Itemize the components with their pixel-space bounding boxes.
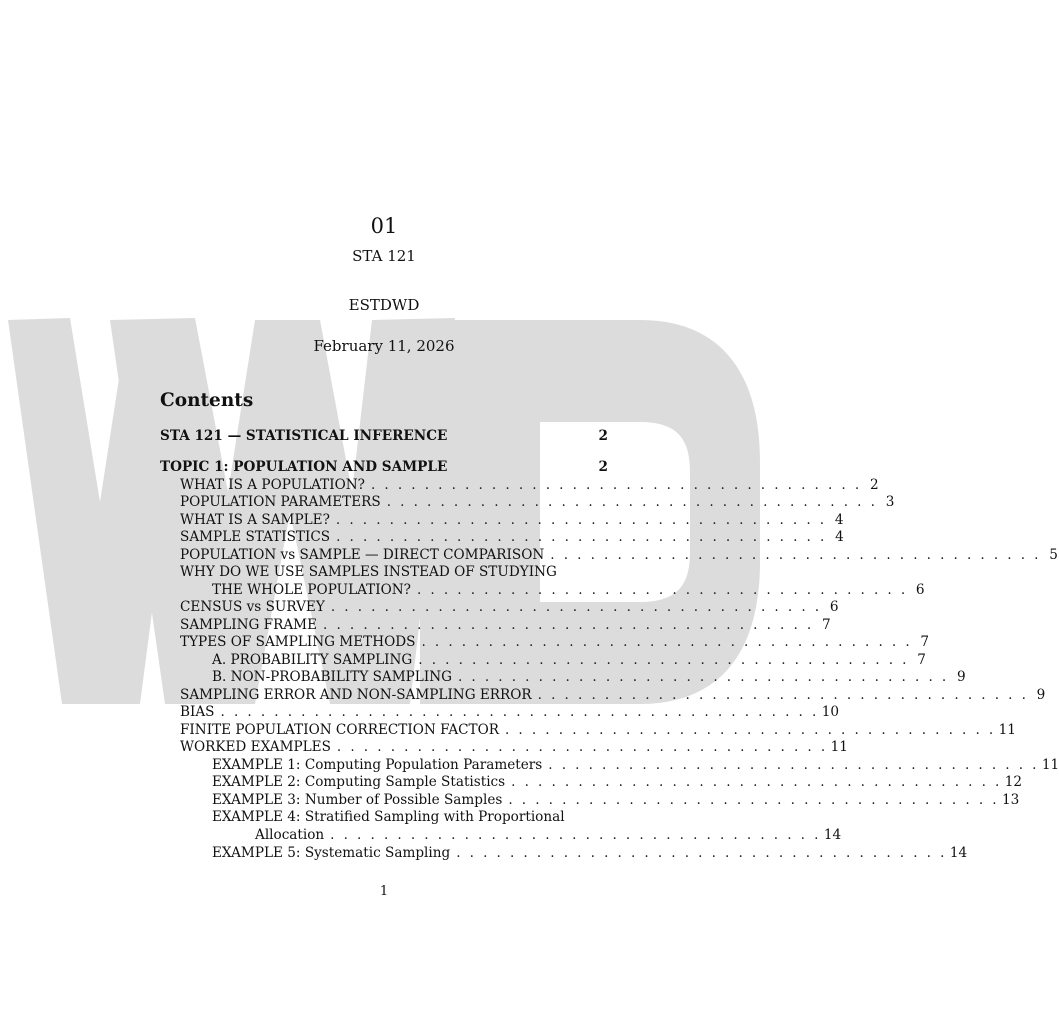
toc-entry-label: FINITE POPULATION CORRECTION FACTOR: [180, 722, 499, 738]
toc-entry-label[interactable]: EXAMPLE 4: Stratified Sampling with Proportional: [212, 809, 565, 825]
toc-entry-page: 13: [1001, 792, 1020, 808]
toc-leader-dots: . . . . . . . . . . . . . . . . . . . . . . . . . . . . . . . . . . . . .: [508, 792, 999, 808]
toc-entry-page: 3: [885, 494, 895, 510]
toc-entry-page: 4: [835, 529, 844, 545]
toc-leader-dots: . . . . . . . . . . . . . . . . . . . . . . . . . . . . . . . . . . . . .: [550, 547, 1041, 563]
toc-entry[interactable]: [180, 634, 930, 652]
toc-entry-page: 7: [917, 652, 926, 668]
toc-leader-dots: . . . . . . . . . . . . . . . . . . . . . . . . . . . . . . . . . . . . .: [336, 529, 827, 545]
toc-entry-label: SAMPLING FRAME: [180, 617, 317, 633]
author: ESTDWD: [348, 296, 420, 314]
toc-entry-subsection[interactable]: [212, 774, 1023, 792]
toc-entry-subsection[interactable]: [255, 827, 842, 845]
toc-entry-label: EXAMPLE 1: Computing Population Parameters: [212, 757, 543, 773]
course-code: STA 121: [352, 247, 416, 265]
toc-entry-label[interactable]: WHY DO WE USE SAMPLES INSTEAD OF STUDYING: [180, 564, 557, 580]
toc-leader-dots: . . . . . . . . . . . . . . . . . . . . . . . . . . . . . . . . . . . . .: [548, 757, 1039, 773]
toc-entry-page: 9: [1036, 687, 1046, 703]
toc-entry-topic[interactable]: [160, 459, 608, 477]
toc-entry-part[interactable]: [160, 428, 608, 446]
toc-leader-dots: . . . . . . . . . . . . . . . . . . . . . . . . . . . . . . . . . . . . .: [330, 599, 822, 615]
toc-entry-label: POPULATION PARAMETERS: [180, 494, 381, 510]
toc-leader-dots: . . . . . . . . . . . . . . . . . . . . . . . . . . . . . . . . . . . . .: [418, 652, 909, 668]
toc-entry-page: 2: [598, 428, 608, 444]
toc-entry-page: 10: [821, 704, 839, 720]
toc-leader-dots: . . . . . . . . . . . . . . . . . . . . . . . . . . . . . . . . . . . . .: [335, 512, 827, 528]
toc-entry-label: SAMPLE STATISTICS: [180, 529, 331, 545]
toc-entry-page: 11: [998, 722, 1016, 738]
toc-entry-label: EXAMPLE 3: Number of Possible Samples: [212, 792, 503, 808]
toc-entry-page: 11: [830, 739, 848, 755]
toc-entry[interactable]: [180, 687, 1046, 705]
toc-entry-page: 7: [920, 634, 930, 650]
toc-entry-page: 6: [829, 599, 839, 615]
toc-entry-subsection[interactable]: [212, 792, 1020, 810]
toc-entry[interactable]: [180, 529, 844, 547]
toc-entry-page: 12: [1004, 774, 1023, 790]
toc-entry-label: B. NON-PROBABILITY SAMPLING: [212, 669, 452, 685]
toc-leader-dots: . . . . . . . . . . . . . . . . . . . . . . . . . . . . . . . . . . . . . . . . . . . . .: [220, 704, 819, 720]
toc-entry-label-continued: THE WHOLE POPULATION?: [212, 582, 411, 598]
toc-entry[interactable]: [212, 582, 925, 600]
toc-leader-dots: . . . . . . . . . . . . . . . . . . . . . . . . . . . . . . . . . . . . .: [504, 722, 996, 738]
toc-leader-dots: . . . . . . . . . . . . . . . . . . . . . . . . . . . . . . . . . . . . .: [370, 477, 862, 493]
toc-entry-label: WHAT IS A POPULATION?: [180, 477, 365, 493]
toc-entry-label: EXAMPLE 5: Systematic Sampling: [212, 845, 451, 861]
toc-entry-label: WORKED EXAMPLES: [180, 739, 331, 755]
contents-heading: Contents: [160, 390, 254, 411]
toc-entry[interactable]: [180, 599, 839, 617]
toc-entry-label: A. PROBABILITY SAMPLING: [212, 652, 413, 668]
toc-entry-label: POPULATION vs SAMPLE — DIRECT COMPARISON: [180, 547, 545, 563]
toc-entry-label: WHAT IS A SAMPLE?: [180, 512, 330, 528]
toc-entry-label-continued: Allocation: [255, 827, 325, 843]
toc-entry-page: 9: [956, 669, 966, 685]
toc-entry-page: 6: [915, 582, 925, 598]
page-number: 1: [379, 884, 389, 899]
toc-entry-subsection[interactable]: [212, 652, 926, 670]
toc-entry-label: EXAMPLE 2: Computing Sample Statistics: [212, 774, 506, 790]
toc-leader-dots: . . . . . . . . . . . . . . . . . . . . . . . . . . . . . . . . . . . . .: [416, 582, 908, 598]
toc-entry-page: 4: [834, 512, 844, 528]
toc-entry-label: TYPES OF SAMPLING METHODS: [180, 634, 416, 650]
toc-entry[interactable]: [180, 739, 848, 757]
toc-leader-dots: . . . . . . . . . . . . . . . . . . . . . . . . . . . . . . . . . . . . .: [456, 845, 947, 861]
toc-entry[interactable]: [180, 547, 1058, 565]
toc-entry-page: 7: [821, 617, 831, 633]
toc-entry-label: SAMPLING ERROR AND NON-SAMPLING ERROR: [180, 687, 532, 703]
toc-leader-dots: . . . . . . . . . . . . . . . . . . . . . . . . . . . . . . . . . . . . .: [323, 617, 814, 633]
date: February 11, 2026: [313, 337, 455, 355]
toc-leader-dots: . . . . . . . . . . . . . . . . . . . . . . . . . . . . . . . . . . . . .: [511, 774, 1002, 790]
toc-leader-dots: . . . . . . . . . . . . . . . . . . . . . . . . . . . . . . . . . . . . .: [537, 687, 1029, 703]
toc-entry-page: 14: [823, 827, 842, 843]
toc-entry[interactable]: [180, 494, 895, 512]
toc-leader-dots: . . . . . . . . . . . . . . . . . . . . . . . . . . . . . . . . . . . . .: [421, 634, 913, 650]
toc-entry-page: 5: [1049, 547, 1058, 563]
toc-entry-page: 11: [1041, 757, 1059, 773]
toc-entry-page: 2: [869, 477, 879, 493]
toc-entry-label: CENSUS vs SURVEY: [180, 599, 325, 615]
toc-entry[interactable]: [180, 477, 879, 495]
toc-entry-subsection[interactable]: [212, 757, 1059, 775]
lecture-number: 01: [370, 214, 398, 238]
toc-leader-dots: . . . . . . . . . . . . . . . . . . . . . . . . . . . . . . . . . . . . .: [330, 827, 821, 843]
toc-entry-label: BIAS: [180, 704, 215, 720]
toc-entry-subsection[interactable]: [212, 669, 966, 687]
toc-entry-page: 14: [949, 845, 968, 861]
toc-entry[interactable]: [180, 617, 831, 635]
toc-entry-subsection[interactable]: [212, 845, 968, 863]
toc-entry-page: 2: [598, 459, 608, 475]
toc-entry[interactable]: [180, 704, 839, 722]
toc-entry-label: STA 121 — STATISTICAL INFERENCE: [160, 428, 448, 444]
toc-leader-dots: . . . . . . . . . . . . . . . . . . . . . . . . . . . . . . . . . . . . .: [336, 739, 828, 755]
toc-entry[interactable]: [180, 512, 844, 530]
toc-leader-dots: . . . . . . . . . . . . . . . . . . . . . . . . . . . . . . . . . . . . .: [386, 494, 878, 510]
toc-entry-label: TOPIC 1: POPULATION AND SAMPLE: [160, 459, 448, 475]
toc-entry[interactable]: [180, 722, 1016, 740]
toc-leader-dots: . . . . . . . . . . . . . . . . . . . . . . . . . . . . . . . . . . . . .: [457, 669, 949, 685]
